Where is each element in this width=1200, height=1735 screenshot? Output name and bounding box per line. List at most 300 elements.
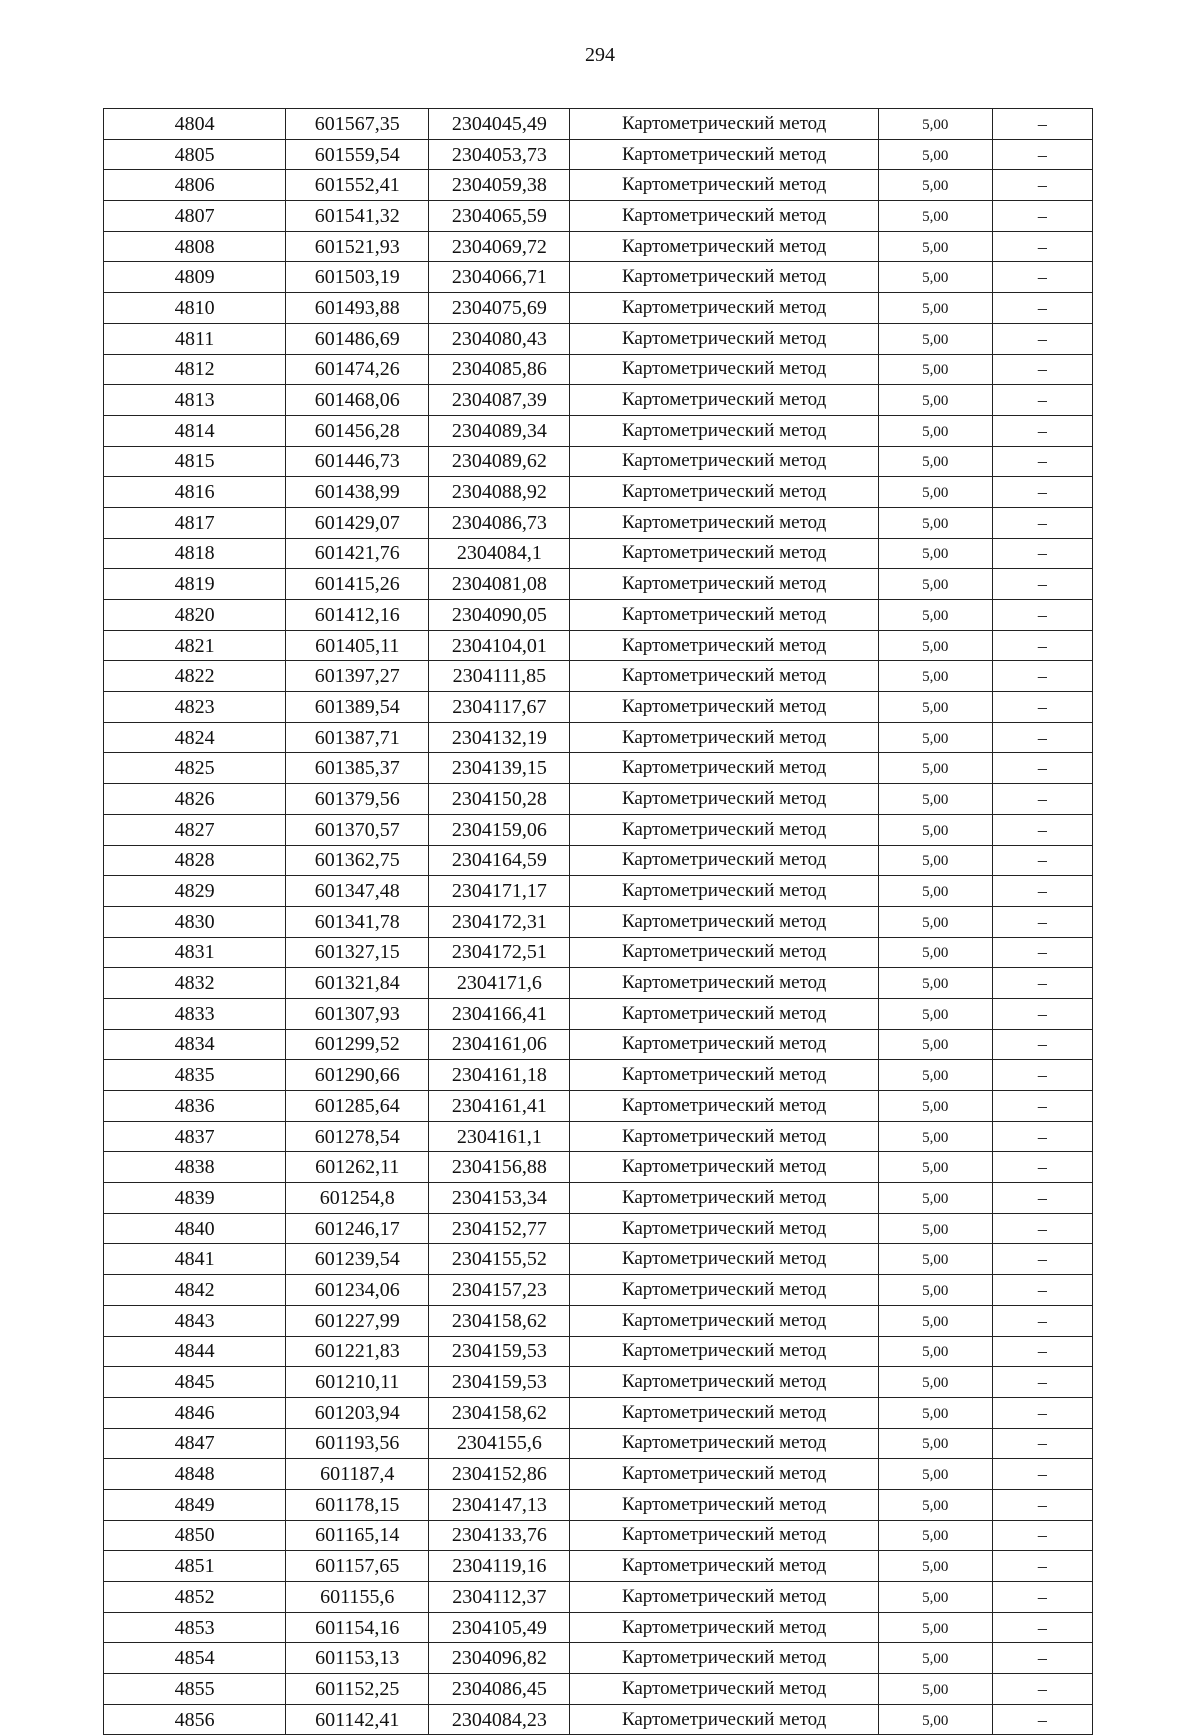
- y-coordinate-cell: 2304155,52: [429, 1244, 570, 1275]
- error-cell: 5,00: [878, 538, 992, 569]
- error-cell: 5,00: [878, 1091, 992, 1122]
- table-row: [104, 1367, 1093, 1398]
- method-cell: Картометрический метод: [570, 109, 878, 140]
- point-number-cell: 4811: [104, 323, 286, 354]
- point-number-cell: 4812: [104, 354, 286, 385]
- point-number-cell: 4842: [104, 1275, 286, 1306]
- point-number-cell: 4823: [104, 692, 286, 723]
- x-coordinate-cell: 601254,8: [286, 1183, 429, 1214]
- error-cell: 5,00: [878, 661, 992, 692]
- x-coordinate-cell: 601412,16: [286, 600, 429, 631]
- x-coordinate-cell: 601307,93: [286, 998, 429, 1029]
- dash-cell: –: [992, 538, 1092, 569]
- y-coordinate-cell: 2304133,76: [429, 1520, 570, 1551]
- table-row: [104, 1029, 1093, 1060]
- error-cell: 5,00: [878, 814, 992, 845]
- method-cell: Картометрический метод: [570, 1244, 878, 1275]
- table-row: [104, 722, 1093, 753]
- dash-cell: –: [992, 1244, 1092, 1275]
- point-number-cell: 4848: [104, 1459, 286, 1490]
- method-cell: Картометрический метод: [570, 1428, 878, 1459]
- dash-cell: –: [992, 784, 1092, 815]
- dash-cell: –: [992, 937, 1092, 968]
- point-number-cell: 4854: [104, 1643, 286, 1674]
- dash-cell: –: [992, 1674, 1092, 1705]
- x-coordinate-cell: 601541,32: [286, 201, 429, 232]
- y-coordinate-cell: 2304150,28: [429, 784, 570, 815]
- point-number-cell: 4855: [104, 1674, 286, 1705]
- table-row: [104, 385, 1093, 416]
- point-number-cell: 4839: [104, 1183, 286, 1214]
- dash-cell: –: [992, 600, 1092, 631]
- error-cell: 5,00: [878, 906, 992, 937]
- point-number-cell: 4828: [104, 845, 286, 876]
- error-cell: 5,00: [878, 998, 992, 1029]
- table-row: [104, 845, 1093, 876]
- method-cell: Картометрический метод: [570, 906, 878, 937]
- y-coordinate-cell: 2304066,71: [429, 262, 570, 293]
- y-coordinate-cell: 2304086,73: [429, 507, 570, 538]
- x-coordinate-cell: 601415,26: [286, 569, 429, 600]
- x-coordinate-cell: 601154,16: [286, 1612, 429, 1643]
- method-cell: Картометрический метод: [570, 201, 878, 232]
- method-cell: Картометрический метод: [570, 262, 878, 293]
- point-number-cell: 4830: [104, 906, 286, 937]
- dash-cell: –: [992, 1060, 1092, 1091]
- x-coordinate-cell: 601290,66: [286, 1060, 429, 1091]
- dash-cell: –: [992, 1520, 1092, 1551]
- y-coordinate-cell: 2304080,43: [429, 323, 570, 354]
- dash-cell: –: [992, 968, 1092, 999]
- y-coordinate-cell: 2304086,45: [429, 1674, 570, 1705]
- error-cell: 5,00: [878, 1428, 992, 1459]
- x-coordinate-cell: 601193,56: [286, 1428, 429, 1459]
- method-cell: Картометрический метод: [570, 1029, 878, 1060]
- error-cell: 5,00: [878, 1612, 992, 1643]
- method-cell: Картометрический метод: [570, 1643, 878, 1674]
- method-cell: Картометрический метод: [570, 538, 878, 569]
- method-cell: Картометрический метод: [570, 231, 878, 262]
- table-row: [104, 1459, 1093, 1490]
- y-coordinate-cell: 2304164,59: [429, 845, 570, 876]
- dash-cell: –: [992, 262, 1092, 293]
- table-row: [104, 293, 1093, 324]
- dash-cell: –: [992, 385, 1092, 416]
- method-cell: Картометрический метод: [570, 1367, 878, 1398]
- y-coordinate-cell: 2304053,73: [429, 139, 570, 170]
- error-cell: 5,00: [878, 1305, 992, 1336]
- error-cell: 5,00: [878, 784, 992, 815]
- table-row: [104, 968, 1093, 999]
- method-cell: Картометрический метод: [570, 293, 878, 324]
- method-cell: Картометрический метод: [570, 1397, 878, 1428]
- dash-cell: –: [992, 1305, 1092, 1336]
- x-coordinate-cell: 601234,06: [286, 1275, 429, 1306]
- method-cell: Картометрический метод: [570, 1582, 878, 1613]
- point-number-cell: 4826: [104, 784, 286, 815]
- x-coordinate-cell: 601153,13: [286, 1643, 429, 1674]
- y-coordinate-cell: 2304161,06: [429, 1029, 570, 1060]
- error-cell: 5,00: [878, 1643, 992, 1674]
- dash-cell: –: [992, 170, 1092, 201]
- x-coordinate-cell: 601438,99: [286, 477, 429, 508]
- y-coordinate-cell: 2304159,53: [429, 1367, 570, 1398]
- y-coordinate-cell: 2304158,62: [429, 1397, 570, 1428]
- table-row: [104, 139, 1093, 170]
- dash-cell: –: [992, 507, 1092, 538]
- method-cell: Картометрический метод: [570, 1305, 878, 1336]
- method-cell: Картометрический метод: [570, 323, 878, 354]
- x-coordinate-cell: 601327,15: [286, 937, 429, 968]
- y-coordinate-cell: 2304158,62: [429, 1305, 570, 1336]
- method-cell: Картометрический метод: [570, 998, 878, 1029]
- table-row: [104, 354, 1093, 385]
- table-row: [104, 1428, 1093, 1459]
- dash-cell: –: [992, 661, 1092, 692]
- error-cell: 5,00: [878, 170, 992, 201]
- dash-cell: –: [992, 1551, 1092, 1582]
- y-coordinate-cell: 2304105,49: [429, 1612, 570, 1643]
- dash-cell: –: [992, 1275, 1092, 1306]
- point-number-cell: 4821: [104, 630, 286, 661]
- y-coordinate-cell: 2304090,05: [429, 600, 570, 631]
- point-number-cell: 4824: [104, 722, 286, 753]
- table-row: [104, 231, 1093, 262]
- table-row: [104, 1121, 1093, 1152]
- y-coordinate-cell: 2304153,34: [429, 1183, 570, 1214]
- x-coordinate-cell: 601389,54: [286, 692, 429, 723]
- x-coordinate-cell: 601493,88: [286, 293, 429, 324]
- method-cell: Картометрический метод: [570, 1091, 878, 1122]
- x-coordinate-cell: 601421,76: [286, 538, 429, 569]
- dash-cell: –: [992, 139, 1092, 170]
- method-cell: Картометрический метод: [570, 170, 878, 201]
- y-coordinate-cell: 2304159,06: [429, 814, 570, 845]
- method-cell: Картометрический метод: [570, 1275, 878, 1306]
- error-cell: 5,00: [878, 1183, 992, 1214]
- y-coordinate-cell: 2304085,86: [429, 354, 570, 385]
- error-cell: 5,00: [878, 1459, 992, 1490]
- table-row: [104, 876, 1093, 907]
- table-row: [104, 814, 1093, 845]
- x-coordinate-cell: 601285,64: [286, 1091, 429, 1122]
- dash-cell: –: [992, 845, 1092, 876]
- error-cell: 5,00: [878, 1152, 992, 1183]
- y-coordinate-cell: 2304117,67: [429, 692, 570, 723]
- y-coordinate-cell: 2304111,85: [429, 661, 570, 692]
- table-row: [104, 906, 1093, 937]
- table-row: [104, 1612, 1093, 1643]
- x-coordinate-cell: 601559,54: [286, 139, 429, 170]
- point-number-cell: 4806: [104, 170, 286, 201]
- error-cell: 5,00: [878, 354, 992, 385]
- table-row: [104, 784, 1093, 815]
- error-cell: 5,00: [878, 139, 992, 170]
- table-row: [104, 1244, 1093, 1275]
- point-number-cell: 4827: [104, 814, 286, 845]
- dash-cell: –: [992, 1183, 1092, 1214]
- dash-cell: –: [992, 201, 1092, 232]
- error-cell: 5,00: [878, 1704, 992, 1735]
- y-coordinate-cell: 2304166,41: [429, 998, 570, 1029]
- table-row: [104, 1213, 1093, 1244]
- method-cell: Картометрический метод: [570, 1213, 878, 1244]
- y-coordinate-cell: 2304104,01: [429, 630, 570, 661]
- table-row: [104, 109, 1093, 140]
- error-cell: 5,00: [878, 630, 992, 661]
- y-coordinate-cell: 2304159,53: [429, 1336, 570, 1367]
- method-cell: Картометрический метод: [570, 477, 878, 508]
- error-cell: 5,00: [878, 968, 992, 999]
- table-row: [104, 661, 1093, 692]
- x-coordinate-cell: 601387,71: [286, 722, 429, 753]
- point-number-cell: 4844: [104, 1336, 286, 1367]
- table-row: [104, 201, 1093, 232]
- dash-cell: –: [992, 1582, 1092, 1613]
- table-row: [104, 1489, 1093, 1520]
- error-cell: 5,00: [878, 845, 992, 876]
- point-number-cell: 4810: [104, 293, 286, 324]
- table-row: [104, 1275, 1093, 1306]
- x-coordinate-cell: 601370,57: [286, 814, 429, 845]
- table-body: [104, 109, 1093, 1735]
- dash-cell: –: [992, 446, 1092, 477]
- dash-cell: –: [992, 753, 1092, 784]
- y-coordinate-cell: 2304084,23: [429, 1704, 570, 1735]
- table-row: [104, 1397, 1093, 1428]
- x-coordinate-cell: 601405,11: [286, 630, 429, 661]
- table-row: [104, 1520, 1093, 1551]
- coordinates-table: [103, 108, 1093, 1735]
- x-coordinate-cell: 601165,14: [286, 1520, 429, 1551]
- method-cell: Картометрический метод: [570, 722, 878, 753]
- table-row: [104, 1336, 1093, 1367]
- point-number-cell: 4829: [104, 876, 286, 907]
- y-coordinate-cell: 2304161,18: [429, 1060, 570, 1091]
- x-coordinate-cell: 601239,54: [286, 1244, 429, 1275]
- point-number-cell: 4805: [104, 139, 286, 170]
- table-row: [104, 630, 1093, 661]
- dash-cell: –: [992, 876, 1092, 907]
- y-coordinate-cell: 2304171,17: [429, 876, 570, 907]
- point-number-cell: 4804: [104, 109, 286, 140]
- table-row: [104, 569, 1093, 600]
- dash-cell: –: [992, 1612, 1092, 1643]
- point-number-cell: 4836: [104, 1091, 286, 1122]
- x-coordinate-cell: 601468,06: [286, 385, 429, 416]
- dash-cell: –: [992, 1397, 1092, 1428]
- point-number-cell: 4852: [104, 1582, 286, 1613]
- error-cell: 5,00: [878, 201, 992, 232]
- x-coordinate-cell: 601142,41: [286, 1704, 429, 1735]
- y-coordinate-cell: 2304084,1: [429, 538, 570, 569]
- table-row: [104, 1183, 1093, 1214]
- point-number-cell: 4843: [104, 1305, 286, 1336]
- x-coordinate-cell: 601474,26: [286, 354, 429, 385]
- point-number-cell: 4838: [104, 1152, 286, 1183]
- point-number-cell: 4819: [104, 569, 286, 600]
- point-number-cell: 4856: [104, 1704, 286, 1735]
- x-coordinate-cell: 601379,56: [286, 784, 429, 815]
- method-cell: Картометрический метод: [570, 1459, 878, 1490]
- method-cell: Картометрический метод: [570, 1336, 878, 1367]
- point-number-cell: 4817: [104, 507, 286, 538]
- error-cell: 5,00: [878, 446, 992, 477]
- point-number-cell: 4820: [104, 600, 286, 631]
- y-coordinate-cell: 2304119,16: [429, 1551, 570, 1582]
- point-number-cell: 4837: [104, 1121, 286, 1152]
- dash-cell: –: [992, 1152, 1092, 1183]
- x-coordinate-cell: 601486,69: [286, 323, 429, 354]
- x-coordinate-cell: 601155,6: [286, 1582, 429, 1613]
- method-cell: Картометрический метод: [570, 1183, 878, 1214]
- point-number-cell: 4825: [104, 753, 286, 784]
- table-row: [104, 262, 1093, 293]
- y-coordinate-cell: 2304081,08: [429, 569, 570, 600]
- method-cell: Картометрический метод: [570, 446, 878, 477]
- x-coordinate-cell: 601321,84: [286, 968, 429, 999]
- error-cell: 5,00: [878, 600, 992, 631]
- y-coordinate-cell: 2304157,23: [429, 1275, 570, 1306]
- method-cell: Картометрический метод: [570, 385, 878, 416]
- method-cell: Картометрический метод: [570, 569, 878, 600]
- dash-cell: –: [992, 569, 1092, 600]
- y-coordinate-cell: 2304171,6: [429, 968, 570, 999]
- x-coordinate-cell: 601456,28: [286, 415, 429, 446]
- x-coordinate-cell: 601157,65: [286, 1551, 429, 1582]
- point-number-cell: 4815: [104, 446, 286, 477]
- x-coordinate-cell: 601347,48: [286, 876, 429, 907]
- dash-cell: –: [992, 293, 1092, 324]
- error-cell: 5,00: [878, 1336, 992, 1367]
- x-coordinate-cell: 601503,19: [286, 262, 429, 293]
- dash-cell: –: [992, 1367, 1092, 1398]
- dash-cell: –: [992, 998, 1092, 1029]
- point-number-cell: 4808: [104, 231, 286, 262]
- error-cell: 5,00: [878, 293, 992, 324]
- table-row: [104, 1152, 1093, 1183]
- dash-cell: –: [992, 692, 1092, 723]
- error-cell: 5,00: [878, 323, 992, 354]
- x-coordinate-cell: 601178,15: [286, 1489, 429, 1520]
- error-cell: 5,00: [878, 1520, 992, 1551]
- point-number-cell: 4814: [104, 415, 286, 446]
- y-coordinate-cell: 2304075,69: [429, 293, 570, 324]
- dash-cell: –: [992, 354, 1092, 385]
- x-coordinate-cell: 601187,4: [286, 1459, 429, 1490]
- y-coordinate-cell: 2304172,31: [429, 906, 570, 937]
- point-number-cell: 4847: [104, 1428, 286, 1459]
- method-cell: Картометрический метод: [570, 753, 878, 784]
- table-row: [104, 937, 1093, 968]
- error-cell: 5,00: [878, 1213, 992, 1244]
- table-row: [104, 1674, 1093, 1705]
- point-number-cell: 4816: [104, 477, 286, 508]
- y-coordinate-cell: 2304172,51: [429, 937, 570, 968]
- y-coordinate-cell: 2304096,82: [429, 1643, 570, 1674]
- table-row: [104, 1643, 1093, 1674]
- method-cell: Картометрический метод: [570, 968, 878, 999]
- y-coordinate-cell: 2304152,77: [429, 1213, 570, 1244]
- method-cell: Картометрический метод: [570, 692, 878, 723]
- table-row: [104, 1582, 1093, 1613]
- point-number-cell: 4840: [104, 1213, 286, 1244]
- point-number-cell: 4832: [104, 968, 286, 999]
- dash-cell: –: [992, 109, 1092, 140]
- dash-cell: –: [992, 814, 1092, 845]
- method-cell: Картометрический метод: [570, 1520, 878, 1551]
- method-cell: Картометрический метод: [570, 1489, 878, 1520]
- table-row: [104, 538, 1093, 569]
- point-number-cell: 4853: [104, 1612, 286, 1643]
- error-cell: 5,00: [878, 1397, 992, 1428]
- y-coordinate-cell: 2304161,1: [429, 1121, 570, 1152]
- method-cell: Картометрический метод: [570, 1152, 878, 1183]
- method-cell: Картометрический метод: [570, 1674, 878, 1705]
- dash-cell: –: [992, 415, 1092, 446]
- y-coordinate-cell: 2304045,49: [429, 109, 570, 140]
- point-number-cell: 4835: [104, 1060, 286, 1091]
- table-row: [104, 1551, 1093, 1582]
- x-coordinate-cell: 601262,11: [286, 1152, 429, 1183]
- method-cell: Картометрический метод: [570, 1060, 878, 1091]
- method-cell: Картометрический метод: [570, 661, 878, 692]
- error-cell: 5,00: [878, 1551, 992, 1582]
- point-number-cell: 4831: [104, 937, 286, 968]
- table-row: [104, 998, 1093, 1029]
- point-number-cell: 4849: [104, 1489, 286, 1520]
- method-cell: Картометрический метод: [570, 876, 878, 907]
- error-cell: 5,00: [878, 415, 992, 446]
- method-cell: Картометрический метод: [570, 1704, 878, 1735]
- y-coordinate-cell: 2304152,86: [429, 1459, 570, 1490]
- error-cell: 5,00: [878, 753, 992, 784]
- method-cell: Картометрический метод: [570, 507, 878, 538]
- error-cell: 5,00: [878, 231, 992, 262]
- x-coordinate-cell: 601521,93: [286, 231, 429, 262]
- error-cell: 5,00: [878, 1121, 992, 1152]
- error-cell: 5,00: [878, 1367, 992, 1398]
- error-cell: 5,00: [878, 477, 992, 508]
- y-coordinate-cell: 2304065,59: [429, 201, 570, 232]
- dash-cell: –: [992, 1428, 1092, 1459]
- point-number-cell: 4845: [104, 1367, 286, 1398]
- dash-cell: –: [992, 1121, 1092, 1152]
- table-row: [104, 1704, 1093, 1735]
- method-cell: Картометрический метод: [570, 784, 878, 815]
- method-cell: Картометрический метод: [570, 1551, 878, 1582]
- error-cell: 5,00: [878, 876, 992, 907]
- table-row: [104, 507, 1093, 538]
- error-cell: 5,00: [878, 385, 992, 416]
- method-cell: Картометрический метод: [570, 600, 878, 631]
- table-row: [104, 1060, 1093, 1091]
- point-number-cell: 4851: [104, 1551, 286, 1582]
- page-number: 294: [585, 44, 615, 66]
- x-coordinate-cell: 601299,52: [286, 1029, 429, 1060]
- y-coordinate-cell: 2304088,92: [429, 477, 570, 508]
- y-coordinate-cell: 2304089,34: [429, 415, 570, 446]
- dash-cell: –: [992, 1091, 1092, 1122]
- error-cell: 5,00: [878, 1489, 992, 1520]
- dash-cell: –: [992, 477, 1092, 508]
- point-number-cell: 4822: [104, 661, 286, 692]
- dash-cell: –: [992, 231, 1092, 262]
- point-number-cell: 4813: [104, 385, 286, 416]
- error-cell: 5,00: [878, 1275, 992, 1306]
- point-number-cell: 4850: [104, 1520, 286, 1551]
- method-cell: Картометрический метод: [570, 845, 878, 876]
